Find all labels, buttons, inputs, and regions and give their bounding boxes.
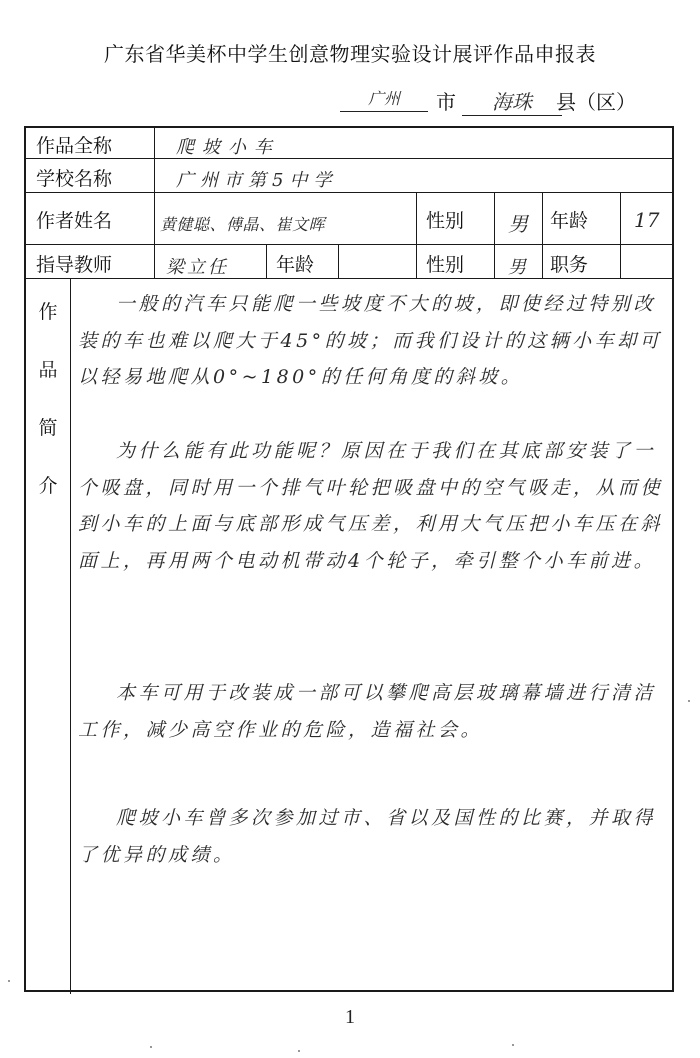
gender-label: 性别 (426, 210, 465, 232)
author-gender-value: 男 (508, 212, 528, 236)
location-line (340, 86, 670, 116)
page-number: 1 (345, 1006, 355, 1028)
work-name-label: 作品全称 (36, 135, 113, 157)
intro-label (26, 283, 70, 515)
row-divider (26, 192, 672, 193)
city-suffix: 市 (436, 90, 456, 114)
district-value: 海珠 (462, 86, 562, 116)
form-title: 广东省华美杯中学生创意物理实验设计展评作品申报表 (104, 42, 596, 66)
school-name-value: 广州市第5中学 (176, 170, 338, 191)
city-value: 广州 (340, 86, 428, 112)
intro-label-text: 作品简介 (38, 301, 58, 497)
intro-paragraph-4: 爬坡小车曾多次参加过市、省以及国性的比赛，并取得了优异的成绩。 (78, 807, 657, 866)
work-name-value: 爬坡小车 (176, 137, 280, 158)
intro-paragraph-2: 为什么能有此功能呢？原因在于我们在其底部安装了一个吸盘，同时用一个排气叶轮把吸盘中的空气吸走，从而使到小车的上面与底部形成气压差，利用大气压把小车压在斜面上，再用两个电动机带动4个轮子，牵引整个小车前进。 (78, 440, 664, 572)
age-label: 年龄 (550, 210, 589, 232)
col-divider (70, 278, 71, 994)
scan-speck (688, 700, 690, 702)
advisor-label: 指导教师 (36, 254, 113, 276)
col-divider (416, 192, 417, 278)
intro-paragraph-3: 本车可用于改装成一部可以攀爬高层玻璃幕墙进行清洁工作，减少高空作业的危险，造福社会。 (78, 682, 657, 741)
scan-speck (298, 1050, 300, 1052)
authors-value: 黄健聪、傅晶、崔文晖 (160, 215, 326, 234)
scan-speck (150, 1046, 152, 1048)
advisor-age-label: 年龄 (276, 254, 315, 276)
col-divider (494, 192, 495, 278)
advisor-gender-label: 性别 (426, 254, 465, 276)
col-divider (620, 192, 621, 278)
application-form-table (24, 126, 674, 992)
authors-label: 作者姓名 (36, 210, 113, 232)
school-name-label: 学校名称 (36, 168, 113, 190)
row-divider (26, 158, 672, 159)
col-divider (154, 128, 155, 278)
scan-speck (8, 980, 10, 982)
author-age-value: 17 (634, 208, 660, 232)
col-divider (338, 244, 339, 278)
position-label: 职务 (550, 254, 589, 276)
col-divider (542, 192, 543, 278)
intro-paragraph-1: 一般的汽车只能爬一些坡度不大的坡，即使经过特别改装的车也难以爬大于45°的坡；而我们设计的这辆小车却可以轻易地爬从0°~180°的任何角度的斜坡。 (78, 293, 663, 388)
row-divider (26, 278, 672, 279)
scan-speck (512, 1044, 514, 1046)
row-divider (26, 244, 672, 245)
advisor-gender-value: 男 (508, 257, 526, 278)
col-divider (266, 244, 267, 278)
district-suffix: 县（区） (556, 90, 636, 114)
advisor-value: 梁立任 (166, 257, 229, 278)
